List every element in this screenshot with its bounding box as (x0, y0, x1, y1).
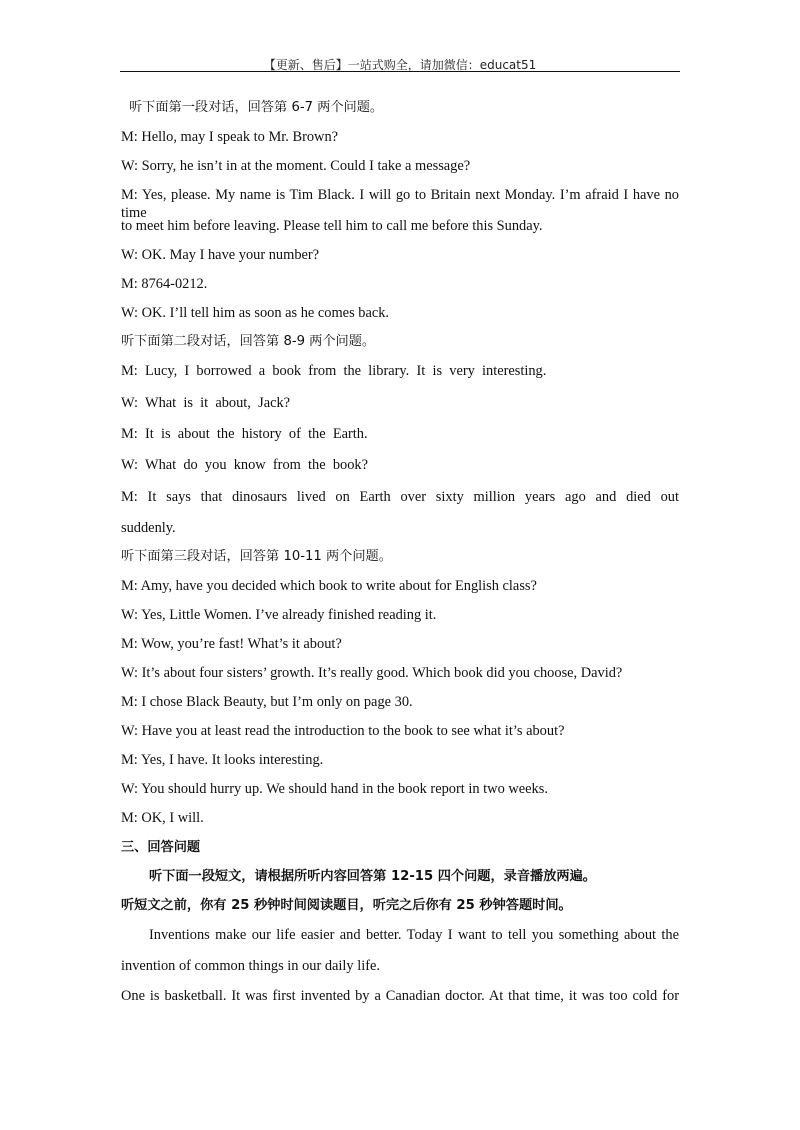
page-header: 【更新、售后】一站式购全，请加微信：educat51 (263, 58, 537, 72)
dialogue-line: W: You should hurry up. We should hand in the book report in two weeks. (121, 781, 548, 797)
dialogue-line: M: It is about the history of the Earth. (121, 426, 368, 442)
dialogue-line: W: What is it about, Jack? (121, 395, 291, 411)
dialogue-line: M: 8764-0212. (121, 276, 208, 292)
dialogue-line: M: Lucy, I borrowed a book from the library. It is very interesting. (121, 363, 547, 379)
dialogue-line: M: Yes, please. My name is Tim Black. I will go to Britain next Monday. I’m afraid I have no time (121, 187, 679, 221)
header-divider (120, 71, 680, 72)
dialogue-line: W: What do you know from the book? (121, 457, 368, 473)
dialogue-line: to meet him before leaving. Please tell him to call me before this Sunday. (121, 218, 543, 234)
passage-line: One is basketball. It was first invented by a Canadian doctor. At that time, it was too cold for (121, 988, 679, 1004)
dialogue-line: M: I chose Black Beauty, but I’m only on page 30. (121, 694, 413, 710)
dialogue-line: M: It says that dinosaurs lived on Earth over sixty million years ago and died out (121, 489, 679, 505)
dialogue-line: W: Yes, Little Women. I’ve already finished reading it. (121, 607, 437, 623)
dialogue-line: M: Wow, you’re fast! What’s it about? (121, 636, 342, 652)
passage-line: invention of common things in our daily life. (121, 958, 380, 974)
dialogue-line: M: Amy, have you decided which book to write about for English class? (121, 578, 537, 594)
section-1-heading: 听下面第一段对话，回答第 6-7 两个问题。 (129, 100, 384, 115)
dialogue-line: W: OK. I’ll tell him as soon as he comes back. (121, 305, 390, 321)
dialogue-line: M: Yes, I have. It looks interesting. (121, 752, 324, 768)
dialogue-line: W: Have you at least read the introduction to the book to see what it’s about? (121, 723, 565, 739)
section-2-heading: 听下面第二段对话，回答第 8-9 两个问题。 (121, 334, 376, 349)
dialogue-line: W: OK. May I have your number? (121, 247, 320, 263)
instruction-line: 听短文之前，你有 25 秒钟时间阅读题目，听完之后你有 25 秒钟答题时间。 (121, 898, 572, 913)
section-3-heading: 听下面第三段对话，回答第 10-11 两个问题。 (121, 549, 392, 564)
instruction-line: 听下面一段短文，请根据所听内容回答第 12-15 四个问题，录音播放两遍。 (149, 869, 596, 884)
dialogue-line: suddenly. (121, 520, 176, 536)
part-3-heading: 三、回答问题 (121, 840, 201, 855)
dialogue-line: W: Sorry, he isn’t in at the moment. Could I take a message? (121, 158, 471, 174)
dialogue-line: M: OK, I will. (121, 810, 204, 826)
dialogue-line: M: Hello, may I speak to Mr. Brown? (121, 129, 339, 145)
passage-line: Inventions make our life easier and better. Today I want to tell you something about the (149, 927, 679, 943)
dialogue-line: W: It’s about four sisters’ growth. It’s really good. Which book did you choose, David? (121, 665, 623, 681)
